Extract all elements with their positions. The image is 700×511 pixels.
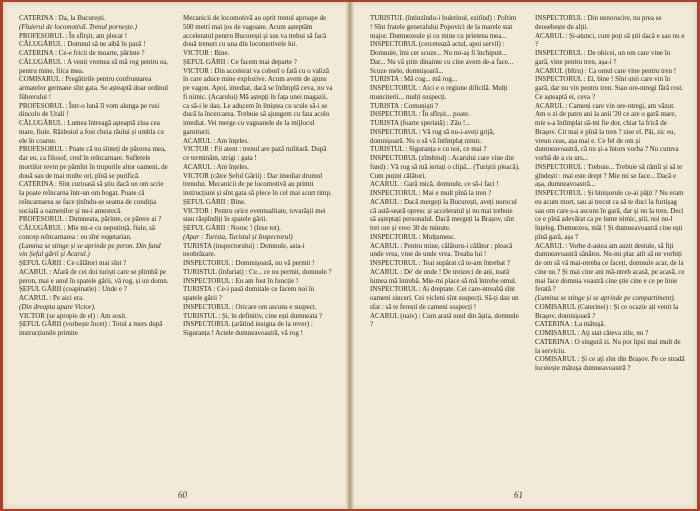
dialogue-line: ACARUL : Pe aici era. (19, 294, 84, 302)
dialogue-line: Mecanicii de locomotivă au oprit trenul aproape de 500 metri mai jos de vagoane. Acum așteptăm acceleratul pentru București și sus va trebui să facă două trenuri cu una din locomotivele lui. (183, 14, 327, 49)
dialogue-line: CATERINA : O singură zi. Nu pot lipsi mai mult de la serviciu. (535, 337, 681, 355)
dialogue-line: TURISTUL (înfuriat) : Ce... ce nu permit, domnule ? (183, 267, 332, 276)
dialogue-line: INSPECTORUL : Trebuie... Trebuie să rămîi și să te gîndești : mai este drept ? Mie mi se face... Dacă e așa, dumneavoastră... (535, 162, 683, 189)
dialogue-line: PROFESORUL : În sfîrșit, am plecat ! (19, 31, 128, 40)
dialogue-line: ȘEFUL GĂRII : Bine. (183, 197, 246, 206)
dialogue-line: VICTOR : Bine. (183, 49, 230, 57)
dialogue-line: INSPECTORUL : Și binișorule ce-ai pățit ? Nu eram eu acum mort, sau ai trecut ca să te duci la furtișag sau om care s-a ascuns în gară, dar și nu la tren. Deci ce e pînă adevărat ca pe lume nimic, știi, noi nu-l înțeleg. Dumnezeu, măi ! Și dumneavoastră cine ești pînă gară, așa ? (535, 189, 684, 241)
dialogue-line: INSPECTORUL : Mulțumesc. (370, 232, 456, 241)
dialogue-line: ACARUL : Cameni care vin ore-ntregi, am văzut. Am o zi de patru ani la anii '20 ce are o gară mare, mie s-a întîmplat să-mi fie dor, chiar la frică de Brașov. Cit mai e pînă la tren ? zise el. Păi, zic eu, vreun ceas, așa mai e. Ce fel de om și dumneavoastră, că nu și-a întors vorba ? Nu cumva vorbă de a cu urs... (535, 101, 679, 162)
dialogue-line: ACARUL (naiv) : Cum arată unul din ăștia, domnule ? (370, 311, 519, 329)
dialogue-line: (Lumina se stinge și se aprinde pe peron. Din fund vin Șeful gării și Acarul.) (19, 241, 161, 259)
dialogue-line: TURISTUL : Siguranța e cu noi, ce mai ? (370, 145, 487, 154)
dialogue-line: TURISTA (foarte speriată) : Zău !... (370, 119, 471, 127)
dialogue-line: (Apar : Turista, Turistul și Inspectorul) (183, 232, 293, 241)
right-page (352, 2, 697, 509)
dialogue-line: (Din dreapta apare Victor). (19, 302, 96, 311)
dialogue-line: COMISARUL : Ați stat câteva zile, nu ? (535, 329, 649, 337)
dialogue-line: COMISARUL : Pregătirile pentru confruntarea armatelor germane sînt gata. Se așteaptă doar ordinul führerului ! (19, 75, 168, 101)
dialogue-line: COMISARUL (Caterinei) : Și ce ocazie ați venit la Brașov, domnișoară ? (535, 302, 679, 320)
dialogue-line: PROFESORUL : Într-o lună îl vom alunga pe rusi dincolo de Urali ! (19, 101, 160, 119)
left-page-column-1 (19, 14, 169, 476)
dialogue-line: VICTOR (se apropie de el) : Am sosit. (19, 311, 127, 320)
dialogue-line: VICTOR : Fii atent : trenul are pază militară. După ce terminăm, strigi : gata ! (183, 145, 327, 162)
dialogue-line: CĂLUGĂRUL : Mie mi-e cu neputință, fiule, să concep reîncarnarea : eu sînt vegetarian. (19, 224, 156, 241)
dialogue-line: INSPECTORUL : Ai dreptate. Cei care-ntreabă sînt oameni sinceri. Cei vicleni sînt suspecți. Să-ți dau un sfat : să te ferești de cameni suspecți ! (370, 285, 519, 311)
right-page-column-2 (535, 14, 685, 476)
dialogue-line: CATERINA : La mătușă. (535, 320, 606, 329)
dialogue-line: INSPECTORUL : În sfîrșit... poate. (370, 110, 470, 119)
dialogue-line: INSPECTORUL (cercetează actul, apoi servil) : Domnule, îmi cer scuze... Nu mi-aș fi închipuit... Dar... Nu vă știm dinainte cu cine avem de-a face... Scuze mele, domnișoară... (370, 40, 514, 75)
dialogue-line: ACARUL : Și-atunci, cum poți să știi dacă e sau nu e ? (535, 31, 685, 49)
dialogue-line: TURISTA : Mă cog... mă rog... (370, 75, 458, 84)
dialogue-line: ACARUL : Am înțeles. (183, 136, 249, 145)
dialogue-line: INSPECTORUL : Dommișoară, nu vă permit ! (183, 259, 315, 267)
page-number-right: 61 (514, 490, 523, 500)
dialogue-line: INSPECTORUL : Oricare om ascuns e suspect. (183, 302, 317, 311)
dialogue-line: INSPECTORUL : Teai supărat că te-am întrebat ? (370, 259, 510, 267)
dialogue-line: VICTOR : Pentru orice eventualitate, tovarășii mei stau răspîndiți în spatele gării. (183, 206, 326, 224)
book-spread (3, 2, 697, 509)
dialogue-line: ACARUL : De' de unde ! De treizeci de ani, toată lumea mă întrebă. Mie-mi place să mă întrebe omul. (370, 267, 517, 285)
dialogue-line: CATERINA : Ce-e fricii de moarte, părinte ? (19, 49, 145, 57)
dialogue-line: INSPECTORUL (arătînd insigna de la rever) : Siguranța ! Actele dumneavoastră, vă rog ! (183, 320, 313, 337)
dialogue-line: PROFESORUL : Poate că nu sînteți de părerea mea, dar eu, ca filosof, cred în reîncarnare. Sufletele mortilor revin pe pămînt în trupurile altor oameni, de două sau de mai multe ori, pînă se purifică. (19, 145, 168, 180)
dialogue-line: ȘEFUL GĂRII : Ce facem mai departe ? (183, 57, 297, 66)
dialogue-line: INSPECTORUL (zîmbind) : Acarului care vine din fund) : Vă rog să mă iertați o clipă... (Turiștii pleacă). Cum puțini călători. (370, 154, 520, 180)
dialogue-line: INSPECTORUL : De obicei, un om care vine în gară, vine pentru tren, așa-i ? (535, 49, 671, 66)
dialogue-line: TURISTUL : Și, în definitiv, cine ești dumneata ? (183, 311, 323, 320)
dialogue-line: ȘEFUL GĂRII : Ce călători mai sînt ? (19, 259, 127, 267)
page-number-left: 60 (178, 490, 187, 500)
dialogue-line: TURISTA : Comuniști ? (370, 101, 439, 110)
dialogue-line: INSPECTORUL : Aici e o regiune dificilă. Mulți munciterii... mulți suspecți. (370, 84, 508, 101)
right-page-column-1 (370, 14, 520, 476)
left-page-column-2 (183, 14, 333, 476)
dialogue-line: TURISTUL (întinzîndu-i buletinul, ezitînd) : Poftim ! Sînt fratele generalului Popovici de la marele stat major. Dumnezeule și cu mine cu prietena mea... (370, 14, 517, 40)
dialogue-line: TURISTA (inspectorului) : Domnule, asta-i neobrăzare. (183, 241, 305, 259)
dialogue-line: INSPECTORUL : Eu am fost în funcție ! (183, 276, 299, 285)
dialogue-line: ACARUL (bîtru) : Ca omul care vine pentru tren ! (535, 66, 677, 75)
dialogue-line: VICTOR (către Șeful Gării) : Dar imediat drumul trenului. Mecanicii de pe locomotivă au primit instrucțiuni și sînt gata să plece în cel mai scurt timp. (183, 171, 332, 197)
dialogue-line: ACARUL : Am înțeles. (183, 162, 249, 171)
dialogue-line: INSPECTORUL : Ei, bine ! Sînt unii care vin în gară, dar nu vin pentru tren. Stau ore-ntregi fără rost. Ce așteaptă ei, ceva ? (535, 75, 684, 101)
dialogue-line: ACARUL : Pentru mine, călătoru-i călător : pleacă unde vrea, vine de unde vrea. Treaba lui ! (370, 241, 513, 259)
dialogue-line: (Lumina se stinge și se aprinde pe compartiment). (535, 294, 676, 302)
dialogue-line: VICTOR : Din accelerat va coborî o fată cu o valiză în care aduce mine explozive. Acum avem de ajuns pe vagon. Apoi, imediat, dacă se întîmplă ceva, nu va fi nimic. (Acarului) Mă aștepți în fața unei magazii, ca să-i le dau. Le aducem în liniștea cu scule să-i se ducă la încercarea. Trebuie să ajungem cu fata acolo imediat. Vei merge cu vagoanele de la mijlocul garniturii. (183, 66, 333, 136)
dialogue-line: CATERINA : Da, la București. (19, 14, 106, 22)
dialogue-line: ACARUL : Dacă mergeți la București, aveți norocul că astă-seară opresc și acceleratul și nu mai trebuie să așteptați personalul. Dacă mergeți la Brașov, sînt trei ore și vreo 30 de minute. (370, 197, 517, 232)
dialogue-line: ACARUL : Vorbe d-astea am auzit destule, să fiți dumneavoastră sănătos. Nu-mi plac atît să ne vorbiți de om să vă mai-ntreba ce faceți, domnule acar, de la cine nu ? Și mai cine ani mă-ntreb acasă, pe acasă, ce mai face domnia voastră cine știe cine e ce pe linie ferată ? (535, 241, 685, 294)
dialogue-line: ȘEFUL GĂRII (coapinatie) : Unde e ? (19, 285, 127, 294)
dialogue-line: CATERINA : Sînt curioasă să știu dacă un om scrie la poate reîncarna într-un om bogat. Poate că reîncarnarea se face ținîndu-se seama de condiția socială a oamenilor și nu-i amestecă. (19, 180, 164, 215)
dialogue-line: TURISTA : Ce-i pasă dumitale ce facem noi în spatele gării ? (183, 285, 315, 302)
dialogue-line: ACARUL : Afară de cei doi turiști care se plimbă pe peron, mai e unul în spatele gării, vă rog, și un domn. (19, 267, 169, 285)
dialogue-line: CĂLUGĂRUL : Lumea întreagă așteaptă ziua cea mare, fiule. Războiul a fost cheia răului și umbla cu ele în coarne. (19, 119, 164, 145)
dialogue-line: (Fluierul de locomotivă. Trenul pornește.) (19, 22, 137, 31)
dialogue-line: ȘEFUL GĂRII : Noroc ! (Iese tot). (183, 224, 281, 232)
dialogue-line: INSPECTORUL : Vă rog să nu-i-aveți grijă, domnișoară. Nu o să vă întîmplaț nimic. (370, 127, 495, 145)
dialogue-line: PROFESORUL : Dumneata, părinte, ce părere ai ? (19, 215, 162, 224)
dialogue-line: CĂLUGĂRUL : A venit vremea să mă rog pentru ea, pentru mine, fiica mea. (19, 57, 169, 75)
dialogue-line: INSPECTORUL : Din nenorocire, nu prea se deosebește de alții. (535, 14, 662, 31)
dialogue-line: ACARUL : Gară mică, domnule, ce să-i faci ! (370, 180, 499, 189)
dialogue-line: ȘEFUL GĂRII (vorbește încet) : Totul a mers după instrucțiunile primite (19, 320, 163, 337)
dialogue-line: COMISARUL : Și ce aţi sînt din Brașov. Pe ce stradă locuiește mătușa dumneavoastră ? (535, 355, 685, 372)
dialogue-line: CĂLUGĂRUL : Domnul să ne aibă în pază ! (19, 40, 146, 49)
dialogue-line: INSPECTORUL : Mai e mult pînă la tren ? (370, 189, 492, 197)
left-page (3, 2, 348, 509)
